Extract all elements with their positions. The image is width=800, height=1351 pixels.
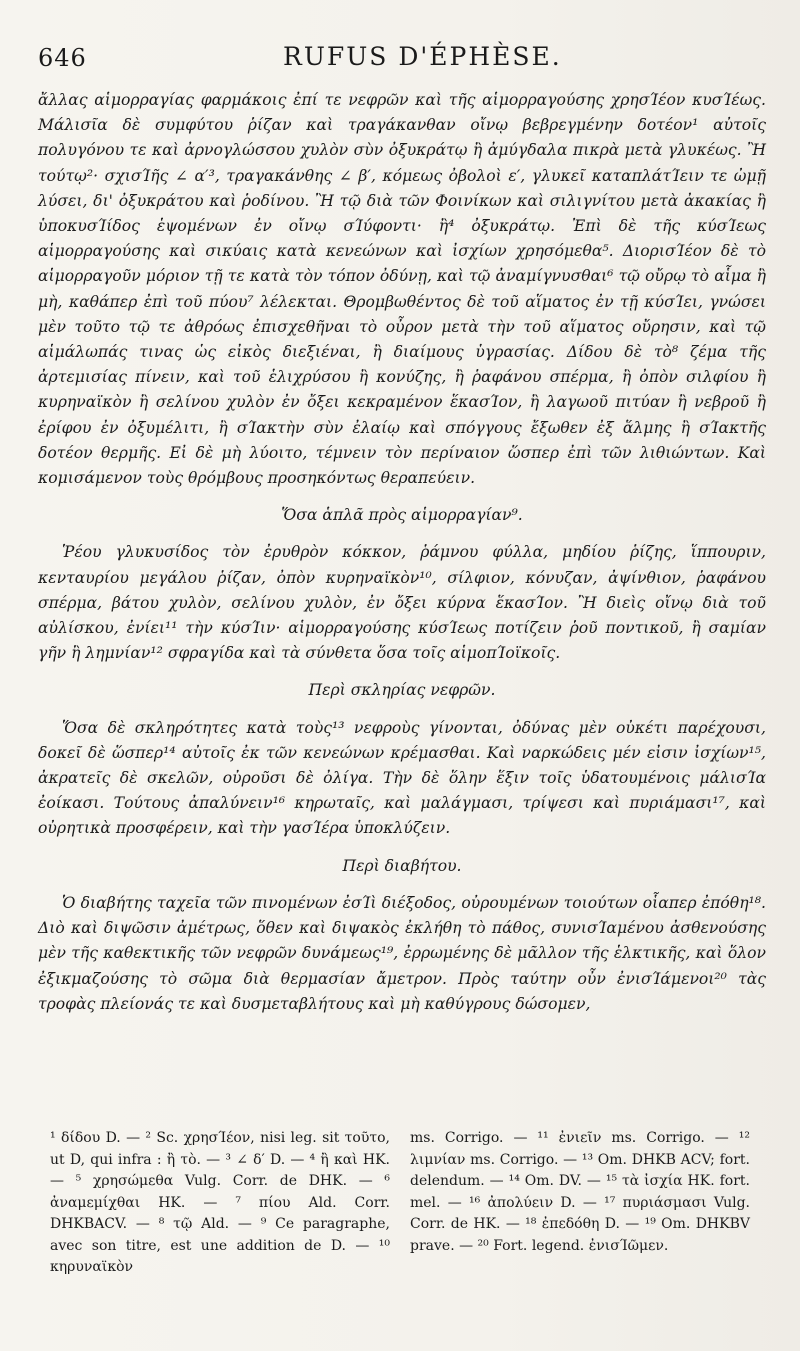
paragraph-diabetes: Ὁ διαβήτης ταχεῖα τῶν πινομένων ἐσΊὶ διέξοδος, οὐρουμένων τοιούτων οἷαπερ ἐπόθη¹⁸. Διὸ καὶ διψῶσιν ἀμέτρως, ὅθεν καὶ διψακὸς ἐκλήθη τὸ πάθος, συνισΊαμένου ἀσθενούσης μὲν τῆς καθεκτικῆς τῶν νεφρῶν δυνάμεως¹⁹, ἐρρωμένης δὲ μᾶλλον τῆς ἑλκτικῆς, καὶ ὅλον ἐξικμαζούσης τὸ σῶμα διὰ θερμασίαν ἄμετρον. Πρὸς ταύτην οὖν ἐνισΊάμενοι²⁰ τὰς τροφὰς πλείονάς τε καὶ δυσμεταβλήτους καὶ μὴ καθύγρους δώσομεν,: [38, 893, 766, 1013]
running-title: RUFUS D'ÉPHÈSE.: [283, 42, 562, 71]
footnotes-left-column: [50, 1128, 390, 1279]
paragraph-simple-remedies: Ῥέου γλυκυσίδος τὸν ἐρυθρὸν κόκκον, ῥάμνου φύλλα, μηδίου ῥίζης, ἵππουριν, κενταυρίου μεγάλου ῥίζαν, ὀπὸν κυρηναϊκὸν¹⁰, σίλφιον, κόνυζαν, ἀψίνθιον, ῥαφάνου σπέρμα, βάτου χυλὸν, σελίνου χυλὸν, ἐν ὄξει κύρνα ἕκασΊον. Ἢ διεὶς οἴνῳ διὰ τοῦ αὐλίσκου, ἐνίει¹¹ τὴν κύσΊιν· αἱμορραγούσης κύσΊεως ποτίζειν ῥοῦ ποντικοῦ, ἢ σαμίαν γῆν ἢ λημνίαν¹² σφραγίδα καὶ τὰ σύνθετα ὅσα τοῖς αἱμοπΊοϊκοῖς.: [38, 543, 766, 663]
footnotes-left-text: ¹ δίδου D. — ² Sc. χρησΊέον, nisi leg. sit τοῦτο, ut D, qui infra : ἢ τὸ. — ³ ∠ δ′ D. — ⁴ ἢ καὶ HK. — ⁵ χρησώμεθα Vulg. Corr. de DHK. — ⁶ ἀναμεμίχθαι HK. — ⁷ πίου Ald. Corr. DHKBACV. — ⁸ τῷ Ald. — ⁹ Ce paragraphe, avec son titre, est une addition de D. — ¹⁰ κηρυναϊκὸν: [50, 1130, 390, 1275]
paragraph-kidney-hardness: Ὅσα δὲ σκληρότητες κατὰ τοὺς¹³ νεφροὺς γίνονται, ὀδύνας μὲν οὐκέτι παρέχουσι, δοκεῖ δὲ ὥσπερ¹⁴ αὐτοῖς ἐκ τῶν κενεώνων κρέμασθαι. Καὶ ναρκώδεις μέν εἰσιν ἰσχίων¹⁵, ἀκρατεῖς δὲ σκελῶν, οὐροῦσι δὲ ὀλίγα. Τὴν δὲ ὅλην ἕξιν τοῖς ὑδατουμένοις μάλισΊα ἐοίκασι. Τούτους ἀπαλύνειν¹⁶ κηρωταῖς, καὶ μαλάγμασι, τρίψεσι καὶ πυριάμασι¹⁷, καὶ οὐρητικὰ προσφέρειν, καὶ τὴν γασΊέρα ὑποκλύζειν.: [38, 718, 766, 838]
section-heading-kidney-hardness: Περὶ σκληρίας νεφρῶν.: [308, 681, 496, 700]
main-text: [38, 88, 766, 1017]
paragraph-hemorrhage-treatment: ἄλλας αἱμορραγίας φαρμάκοις ἐπί τε νεφρῶν καὶ τῆς αἱμορραγούσης χρησΊέον κυσΊέως. Μάλισῖα δὲ συμφύτου ῥίζαν καὶ τραγάκανθαν οἴνῳ βεβρεγμένην δοτέον¹ αὐτοῖς πολυγόνου τε καὶ ἀρνογλώσσου χυλὸν σὺν ὀξυκράτῳ ἢ ἀμύγδαλα πικρὰ μετὰ γλυκέως. Ἢ τούτῳ²· σχισΊῆς ∠ α′³, τραγακάνθης ∠ β′, κόμεως ὀβολοὶ ε′, γλυκεῖ καταπλάτΊειν τε ὠμῇ λύσει, δι' ὀξυκράτου καὶ ῥοδίνου. Ἢ τῷ διὰ τῶν Φοινίκων καὶ σιλιγνίτου μετὰ ἀκακίας ἢ ὑποκυσΊίδος ἑψομένων ἐν οἴνῳ σΊύφοντι· ἢ⁴ ὀξυκράτῳ. Ἐπὶ δὲ τῆς κύσΊεως αἱμορραγούσης καὶ σικύαις κατὰ κενεώνων καὶ ἰσχίων χρησόμεθα⁵. ΔιορισΊέον δὲ τὸ αἱμορραγοῦν μόριον τῇ τε κατὰ τὸν τόπον ὀδύνῃ, καὶ τῷ ἀναμίγνυσθαι⁶ τῷ οὔρῳ τὸ αἷμα ἢ μὴ, καθάπερ ἐπὶ τοῦ πύου⁷ λέλεκται. Θρομβωθέντος δὲ τοῦ αἵματος ἐν τῇ κύσΊει, γνώσει μὲν τοῦτο τῷ τε ἀθρόως ἐπισχεθῆναι τὸ οὖρον μετὰ τὴν τοῦ αἵματος οὔρησιν, καὶ τῷ αἱμάλωπάς τινας ὡς εἰκὸς διεξιέναι, ἢ διαίμους ὑγρασίας. Δίδου δὲ τὸ⁸ ζέμα τῆς ἀρτεμισίας πίνειν, καὶ τοῦ ἑλιχρύσου ἢ κονύζης, ἢ ῥαφάνου σπέρμα, ἢ ὀπὸν σιλφίου ἢ κυρηναϊκὸν ἢ σελίνου χυλὸν ἐν ὄξει κεκραμένον ἕκασΊον, ἢ λαγωοῦ πιτύαν ἢ νεβροῦ ἢ ἐρίφου ἐν ὀξυμέλιτι, ἢ σΊακτὴν σὺν ἐλαίῳ καὶ σπόγγους ἔξωθεν ἐξ ἅλμης ἢ σΊακτῆς δοτέον θερμῆς. Εἰ δὲ μὴ λύοιτο, τέμνειν τὸν περίναιον ὥσπερ ἐπὶ τῶν λιθιώντων. Καὶ κομισάμενον τοὺς θρόμβους προσηκόντως θεραπεύειν.: [38, 91, 766, 488]
footnotes-right-column: [410, 1128, 750, 1257]
footnotes-right-text: ms. Corrigo. — ¹¹ ἐνιεῖν ms. Corrigo. — ¹² λιμνίαν ms. Corrigo. — ¹³ Om. DHKB ACV; fort. delendum. — ¹⁴ Om. DV. — ¹⁵ τὰ ἰσχία HK. fort. mel. — ¹⁶ ἀπολύειν D. — ¹⁷ πυριάσμασι Vulg. Corr. de HK. — ¹⁸ ἐπεδόθη D. — ¹⁹ Om. DHKBV prave. — ²⁰ Fort. legend. ἐνισΊῶμεν.: [410, 1130, 750, 1254]
page-header: [38, 40, 778, 80]
section-heading-diabetes: Περὶ διαβήτου.: [342, 856, 462, 875]
page-number: 646: [38, 44, 87, 72]
section-heading-simple-remedies: Ὅσα ἁπλᾶ πρὸς αἱμορραγίαν⁹.: [281, 506, 523, 525]
